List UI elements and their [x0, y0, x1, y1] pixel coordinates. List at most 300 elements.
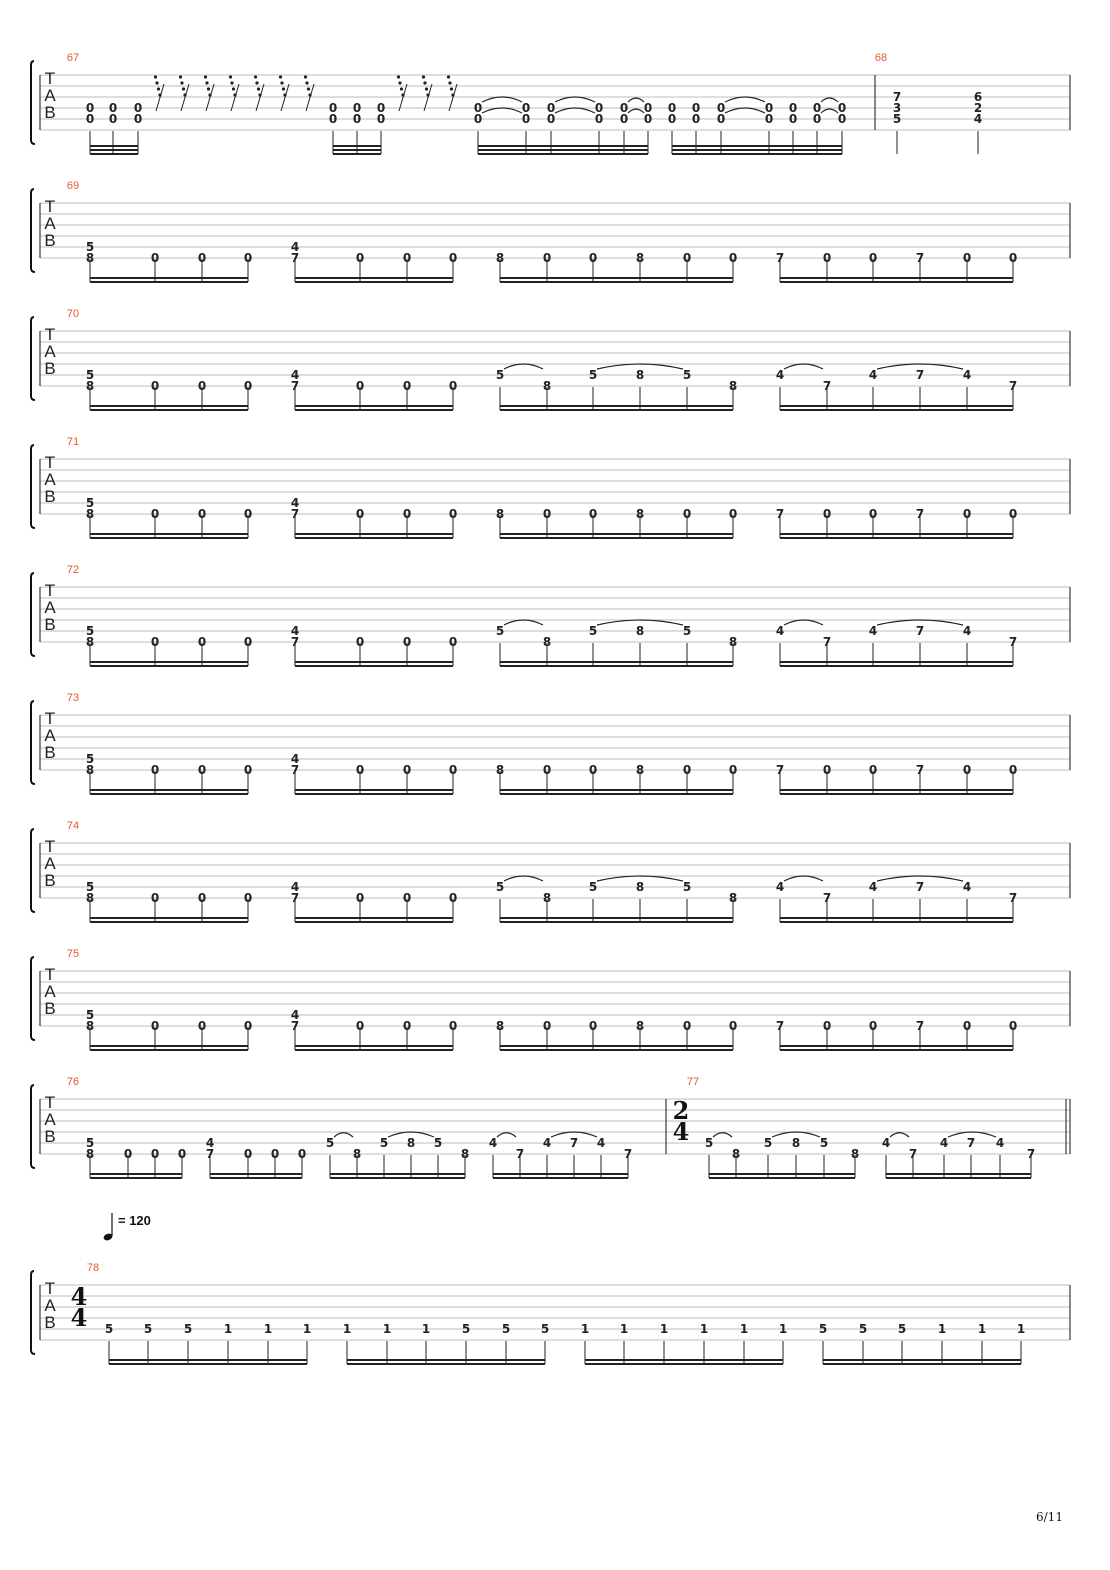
rest-64th-icon — [304, 75, 314, 111]
fret-number: 0 — [542, 763, 552, 777]
fret-number: 8 — [731, 1147, 741, 1161]
tab-clef-letter: A — [44, 1110, 56, 1129]
fret-number: 4 — [542, 1136, 552, 1150]
fret-number: 0 — [837, 112, 847, 126]
fret-number: 8 — [85, 891, 95, 905]
fret-number: 1 — [223, 1322, 233, 1336]
tab-clef-letter: A — [44, 86, 56, 105]
fret-number: 4 — [868, 624, 878, 638]
rest-dot — [229, 75, 232, 78]
fret-number: 0 — [764, 101, 774, 115]
tie-arc — [821, 98, 838, 102]
fret-number: 5 — [682, 624, 692, 638]
system-bracket — [31, 445, 35, 528]
fret-number: 4 — [868, 368, 878, 382]
tie-arc — [628, 109, 644, 113]
fret-number: 0 — [962, 251, 972, 265]
fret-number: 0 — [473, 112, 483, 126]
fret-number: 4 — [962, 624, 972, 638]
fret-number: 0 — [133, 112, 143, 126]
tie-arc — [713, 1133, 732, 1137]
fret-number: 1 — [263, 1322, 273, 1336]
fret-number: 8 — [85, 379, 95, 393]
fret-number: 5 — [588, 624, 598, 638]
tie-arc — [784, 364, 823, 369]
fret-number: 0 — [352, 101, 362, 115]
fret-number: 0 — [133, 101, 143, 115]
fret-number: 8 — [635, 880, 645, 894]
fret-number: 7 — [915, 624, 925, 638]
rest-64th-icon — [397, 75, 407, 111]
fret-number: 0 — [243, 507, 253, 521]
tab-clef-letter: B — [44, 1127, 56, 1146]
fret-number: 0 — [243, 1147, 253, 1161]
fret-number: 5 — [461, 1322, 471, 1336]
fret-number: 7 — [915, 507, 925, 521]
fret-number: 7 — [775, 507, 785, 521]
fret-number: 4 — [973, 112, 983, 126]
fret-number: 0 — [150, 891, 160, 905]
fret-number: 1 — [342, 1322, 352, 1336]
tie-arc — [725, 108, 765, 113]
fret-number: 7 — [205, 1147, 215, 1161]
fret-number: 4 — [962, 880, 972, 894]
fret-number: 0 — [521, 101, 531, 115]
tab-clef-letter: B — [44, 1313, 56, 1332]
fret-number: 0 — [728, 763, 738, 777]
fret-number: 5 — [763, 1136, 773, 1150]
fret-number: 7 — [1008, 635, 1018, 649]
fret-number: 0 — [197, 507, 207, 521]
fret-number: 0 — [682, 507, 692, 521]
fret-number: 8 — [406, 1136, 416, 1150]
fret-number: 7 — [915, 251, 925, 265]
fret-number: 0 — [376, 101, 386, 115]
fret-number: 0 — [868, 763, 878, 777]
fret-number: 8 — [542, 635, 552, 649]
rest-64th-icon — [179, 75, 189, 111]
fret-number: 0 — [297, 1147, 307, 1161]
fret-number: 8 — [495, 507, 505, 521]
fret-number: 0 — [123, 1147, 133, 1161]
system-bracket — [31, 189, 35, 272]
fret-number: 7 — [915, 880, 925, 894]
tab-clef-letter: T — [44, 837, 56, 856]
rest-dot — [155, 81, 158, 84]
tie-arc — [504, 364, 543, 369]
fret-number: 1 — [739, 1322, 749, 1336]
fret-number: 0 — [728, 507, 738, 521]
fret-number: 7 — [908, 1147, 918, 1161]
fret-number: 0 — [197, 1019, 207, 1033]
fret-number: 7 — [1008, 379, 1018, 393]
fret-number: 1 — [699, 1322, 709, 1336]
tab-clef-letter: B — [44, 487, 56, 506]
tie-arc — [482, 97, 522, 102]
fret-number: 1 — [580, 1322, 590, 1336]
fret-number: 0 — [150, 635, 160, 649]
rest-dot — [232, 87, 235, 90]
rest-dot — [182, 87, 185, 90]
fret-number: 0 — [150, 763, 160, 777]
rest-dot — [422, 75, 425, 78]
rest-dot — [279, 75, 282, 78]
fret-number: 0 — [448, 763, 458, 777]
fret-number: 0 — [197, 379, 207, 393]
fret-number: 5 — [143, 1322, 153, 1336]
fret-number: 7 — [822, 379, 832, 393]
fret-number: 5 — [682, 880, 692, 894]
fret-number: 5 — [818, 1322, 828, 1336]
fret-number: 7 — [290, 1019, 300, 1033]
fret-number: 0 — [243, 379, 253, 393]
system-bracket — [31, 1271, 35, 1354]
system-bracket — [31, 61, 35, 144]
fret-number: 0 — [197, 251, 207, 265]
fret-number: 8 — [635, 507, 645, 521]
fret-number: 5 — [85, 368, 95, 382]
tab-staff — [31, 1076, 1070, 1178]
fret-number: 7 — [290, 763, 300, 777]
fret-number: 0 — [328, 101, 338, 115]
fret-number: 7 — [915, 368, 925, 382]
fret-number: 7 — [623, 1147, 633, 1161]
fret-number: 0 — [402, 891, 412, 905]
fret-number: 0 — [812, 112, 822, 126]
fret-number: 0 — [691, 101, 701, 115]
fret-number: 0 — [448, 891, 458, 905]
rest-dot — [204, 75, 207, 78]
fret-number: 3 — [892, 101, 902, 115]
bar-number: 68 — [874, 52, 888, 64]
tab-clef-letter: T — [44, 965, 56, 984]
rest-64th-icon — [447, 75, 457, 111]
fret-number: 0 — [716, 112, 726, 126]
fret-number: 5 — [85, 752, 95, 766]
system-bracket — [31, 573, 35, 656]
fret-number: 0 — [355, 1019, 365, 1033]
rest-64th-icon — [204, 75, 214, 111]
fret-number: 8 — [85, 507, 95, 521]
fret-number: 4 — [995, 1136, 1005, 1150]
fret-number: 7 — [775, 763, 785, 777]
tempo-label: = 120 — [118, 1213, 151, 1228]
fret-number: 5 — [588, 880, 598, 894]
tab-staff — [31, 820, 1070, 922]
fret-number: 0 — [355, 635, 365, 649]
fret-number: 0 — [619, 101, 629, 115]
fret-number: 0 — [764, 112, 774, 126]
fret-number: 0 — [270, 1147, 280, 1161]
fret-number: 5 — [897, 1322, 907, 1336]
fret-number: 0 — [402, 763, 412, 777]
tie-arc — [555, 108, 595, 113]
tab-clef-letter: B — [44, 615, 56, 634]
fret-number: 4 — [962, 368, 972, 382]
bar-number: 69 — [66, 180, 80, 192]
rest-dot — [400, 87, 403, 90]
fret-number: 0 — [1008, 251, 1018, 265]
fret-number: 0 — [546, 112, 556, 126]
fret-number: 0 — [85, 101, 95, 115]
bar-number: 76 — [66, 1076, 80, 1088]
rest-dot — [448, 81, 451, 84]
rest-dot — [207, 87, 210, 90]
fret-number: 2 — [973, 101, 983, 115]
tie-arc — [504, 876, 543, 881]
tab-staff — [31, 436, 1070, 538]
fret-number: 8 — [635, 763, 645, 777]
fret-number: 8 — [495, 251, 505, 265]
fret-number: 5 — [540, 1322, 550, 1336]
tie-arc — [784, 620, 823, 625]
fret-number: 0 — [355, 379, 365, 393]
fret-number: 4 — [290, 880, 300, 894]
tab-clef-letter: A — [44, 214, 56, 233]
tab-clef-letter: T — [44, 1093, 56, 1112]
tab-clef-letter: T — [44, 197, 56, 216]
rest-dot — [450, 87, 453, 90]
fret-number: 4 — [205, 1136, 215, 1150]
fret-number: 8 — [495, 1019, 505, 1033]
fret-number: 0 — [822, 763, 832, 777]
fret-number: 0 — [716, 101, 726, 115]
tie-arc — [497, 1133, 516, 1137]
rest-dot — [257, 87, 260, 90]
fret-number: 5 — [495, 368, 505, 382]
fret-number: 7 — [822, 635, 832, 649]
fret-number: 0 — [594, 101, 604, 115]
tab-clef-letter: T — [44, 581, 56, 600]
fret-number: 8 — [850, 1147, 860, 1161]
fret-number: 1 — [778, 1322, 788, 1336]
fret-number: 0 — [150, 251, 160, 265]
system-bracket — [31, 829, 35, 912]
tab-clef-letter: B — [44, 231, 56, 250]
rest-dot — [307, 87, 310, 90]
bar-number: 71 — [66, 436, 80, 448]
fret-number: 0 — [448, 1019, 458, 1033]
bar-number: 67 — [66, 52, 80, 64]
fret-number: 0 — [682, 251, 692, 265]
tie-arc — [334, 1133, 353, 1137]
tab-clef-letter: T — [44, 69, 56, 88]
tie-arc — [725, 97, 765, 102]
fret-number: 4 — [775, 624, 785, 638]
fret-number: 0 — [594, 112, 604, 126]
rest-dot — [423, 81, 426, 84]
rest-64th-icon — [422, 75, 432, 111]
fret-number: 0 — [728, 1019, 738, 1033]
fret-number: 8 — [542, 891, 552, 905]
fret-number: 7 — [569, 1136, 579, 1150]
rest-dot — [280, 81, 283, 84]
fret-number: 8 — [635, 251, 645, 265]
fret-number: 0 — [150, 379, 160, 393]
system-bracket — [31, 957, 35, 1040]
fret-number: 7 — [1008, 891, 1018, 905]
rest-dot — [282, 87, 285, 90]
tab-clef-letter: A — [44, 1296, 56, 1315]
fret-number: 8 — [635, 624, 645, 638]
tab-clef-letter: A — [44, 470, 56, 489]
fret-number: 0 — [588, 251, 598, 265]
fret-number: 0 — [355, 251, 365, 265]
fret-number: 0 — [788, 101, 798, 115]
fret-number: 5 — [682, 368, 692, 382]
fret-number: 0 — [588, 763, 598, 777]
fret-number: 8 — [352, 1147, 362, 1161]
tab-clef-letter: B — [44, 359, 56, 378]
fret-number: 0 — [643, 101, 653, 115]
fret-number: 0 — [962, 507, 972, 521]
fret-number: 5 — [104, 1322, 114, 1336]
fret-number: 7 — [966, 1136, 976, 1150]
fret-number: 0 — [588, 507, 598, 521]
fret-number: 0 — [542, 507, 552, 521]
fret-number: 6 — [973, 90, 983, 104]
fret-number: 5 — [85, 240, 95, 254]
fret-number: 1 — [977, 1322, 987, 1336]
fret-number: 7 — [892, 90, 902, 104]
fret-number: 0 — [788, 112, 798, 126]
fret-number: 5 — [495, 624, 505, 638]
fret-number: 1 — [619, 1322, 629, 1336]
fret-number: 0 — [448, 379, 458, 393]
fret-number: 0 — [177, 1147, 187, 1161]
fret-number: 8 — [728, 379, 738, 393]
fret-number: 0 — [448, 507, 458, 521]
fret-number: 5 — [433, 1136, 443, 1150]
tab-clef-letter: A — [44, 342, 56, 361]
rest-dot — [255, 81, 258, 84]
rest-dot — [254, 75, 257, 78]
fret-number: 0 — [728, 251, 738, 265]
fret-number: 0 — [822, 251, 832, 265]
fret-number: 4 — [775, 880, 785, 894]
fret-number: 5 — [501, 1322, 511, 1336]
fret-number: 5 — [819, 1136, 829, 1150]
fret-number: 0 — [402, 1019, 412, 1033]
fret-number: 0 — [667, 101, 677, 115]
tab-clef-letter: T — [44, 709, 56, 728]
tab-clef-letter: B — [44, 103, 56, 122]
fret-number: 7 — [290, 891, 300, 905]
tie-arc — [890, 1133, 909, 1137]
tab-staff — [31, 52, 1070, 154]
fret-number: 1 — [659, 1322, 669, 1336]
fret-number: 0 — [473, 101, 483, 115]
tab-clef-letter: B — [44, 743, 56, 762]
fret-number: 0 — [682, 763, 692, 777]
fret-number: 8 — [495, 763, 505, 777]
fret-number: 5 — [858, 1322, 868, 1336]
fret-number: 8 — [791, 1136, 801, 1150]
fret-number: 0 — [1008, 507, 1018, 521]
tie-arc — [555, 97, 595, 102]
fret-number: 0 — [402, 251, 412, 265]
rest-dot — [179, 75, 182, 78]
fret-number: 7 — [290, 251, 300, 265]
fret-number: 4 — [596, 1136, 606, 1150]
fret-number: 4 — [488, 1136, 498, 1150]
tie-arc — [784, 876, 823, 881]
rest-dot — [157, 87, 160, 90]
fret-number: 5 — [325, 1136, 335, 1150]
fret-number: 0 — [355, 891, 365, 905]
page-number: 6/11 — [1036, 1510, 1063, 1524]
fret-number: 4 — [868, 880, 878, 894]
fret-number: 0 — [546, 101, 556, 115]
fret-number: 7 — [290, 507, 300, 521]
fret-number: 1 — [302, 1322, 312, 1336]
time-signature-top: 2 — [672, 1096, 690, 1125]
fret-number: 5 — [85, 624, 95, 638]
fret-number: 4 — [881, 1136, 891, 1150]
fret-number: 0 — [402, 507, 412, 521]
fret-number: 0 — [352, 112, 362, 126]
time-signature-top: 4 — [70, 1282, 88, 1311]
fret-number: 7 — [915, 763, 925, 777]
fret-number: 0 — [150, 1147, 160, 1161]
fret-number: 0 — [402, 379, 412, 393]
fret-number: 0 — [682, 1019, 692, 1033]
rest-dot — [230, 81, 233, 84]
fret-number: 4 — [775, 368, 785, 382]
fret-number: 7 — [915, 1019, 925, 1033]
rest-dot — [398, 81, 401, 84]
fret-number: 0 — [108, 101, 118, 115]
tab-clef-letter: A — [44, 598, 56, 617]
fret-number: 5 — [892, 112, 902, 126]
bar-number: 75 — [66, 948, 80, 960]
fret-number: 8 — [635, 1019, 645, 1033]
fret-number: 0 — [243, 763, 253, 777]
fret-number: 5 — [379, 1136, 389, 1150]
fret-number: 7 — [1026, 1147, 1036, 1161]
fret-number: 0 — [150, 1019, 160, 1033]
rest-64th-icon — [254, 75, 264, 111]
system-bracket — [31, 1085, 35, 1168]
tab-clef-letter: T — [44, 453, 56, 472]
fret-number: 0 — [197, 635, 207, 649]
fret-number: 4 — [290, 752, 300, 766]
fret-number: 8 — [85, 635, 95, 649]
tempo-marking — [103, 1213, 151, 1242]
fret-number: 0 — [85, 112, 95, 126]
fret-number: 0 — [868, 1019, 878, 1033]
fret-number: 1 — [382, 1322, 392, 1336]
rest-dot — [205, 81, 208, 84]
fret-number: 7 — [290, 379, 300, 393]
rest-64th-icon — [229, 75, 239, 111]
fret-number: 5 — [704, 1136, 714, 1150]
fret-number: 4 — [290, 496, 300, 510]
rest-dot — [447, 75, 450, 78]
tab-clef-letter: T — [44, 325, 56, 344]
tie-arc — [482, 108, 522, 113]
fret-number: 5 — [85, 496, 95, 510]
tie-arc — [628, 98, 644, 102]
tab-clef-letter: A — [44, 854, 56, 873]
rest-dot — [180, 81, 183, 84]
fret-number: 8 — [85, 763, 95, 777]
fret-number: 0 — [243, 891, 253, 905]
fret-number: 0 — [667, 112, 677, 126]
fret-number: 0 — [812, 101, 822, 115]
fret-number: 0 — [402, 635, 412, 649]
tab-staff — [31, 692, 1070, 794]
